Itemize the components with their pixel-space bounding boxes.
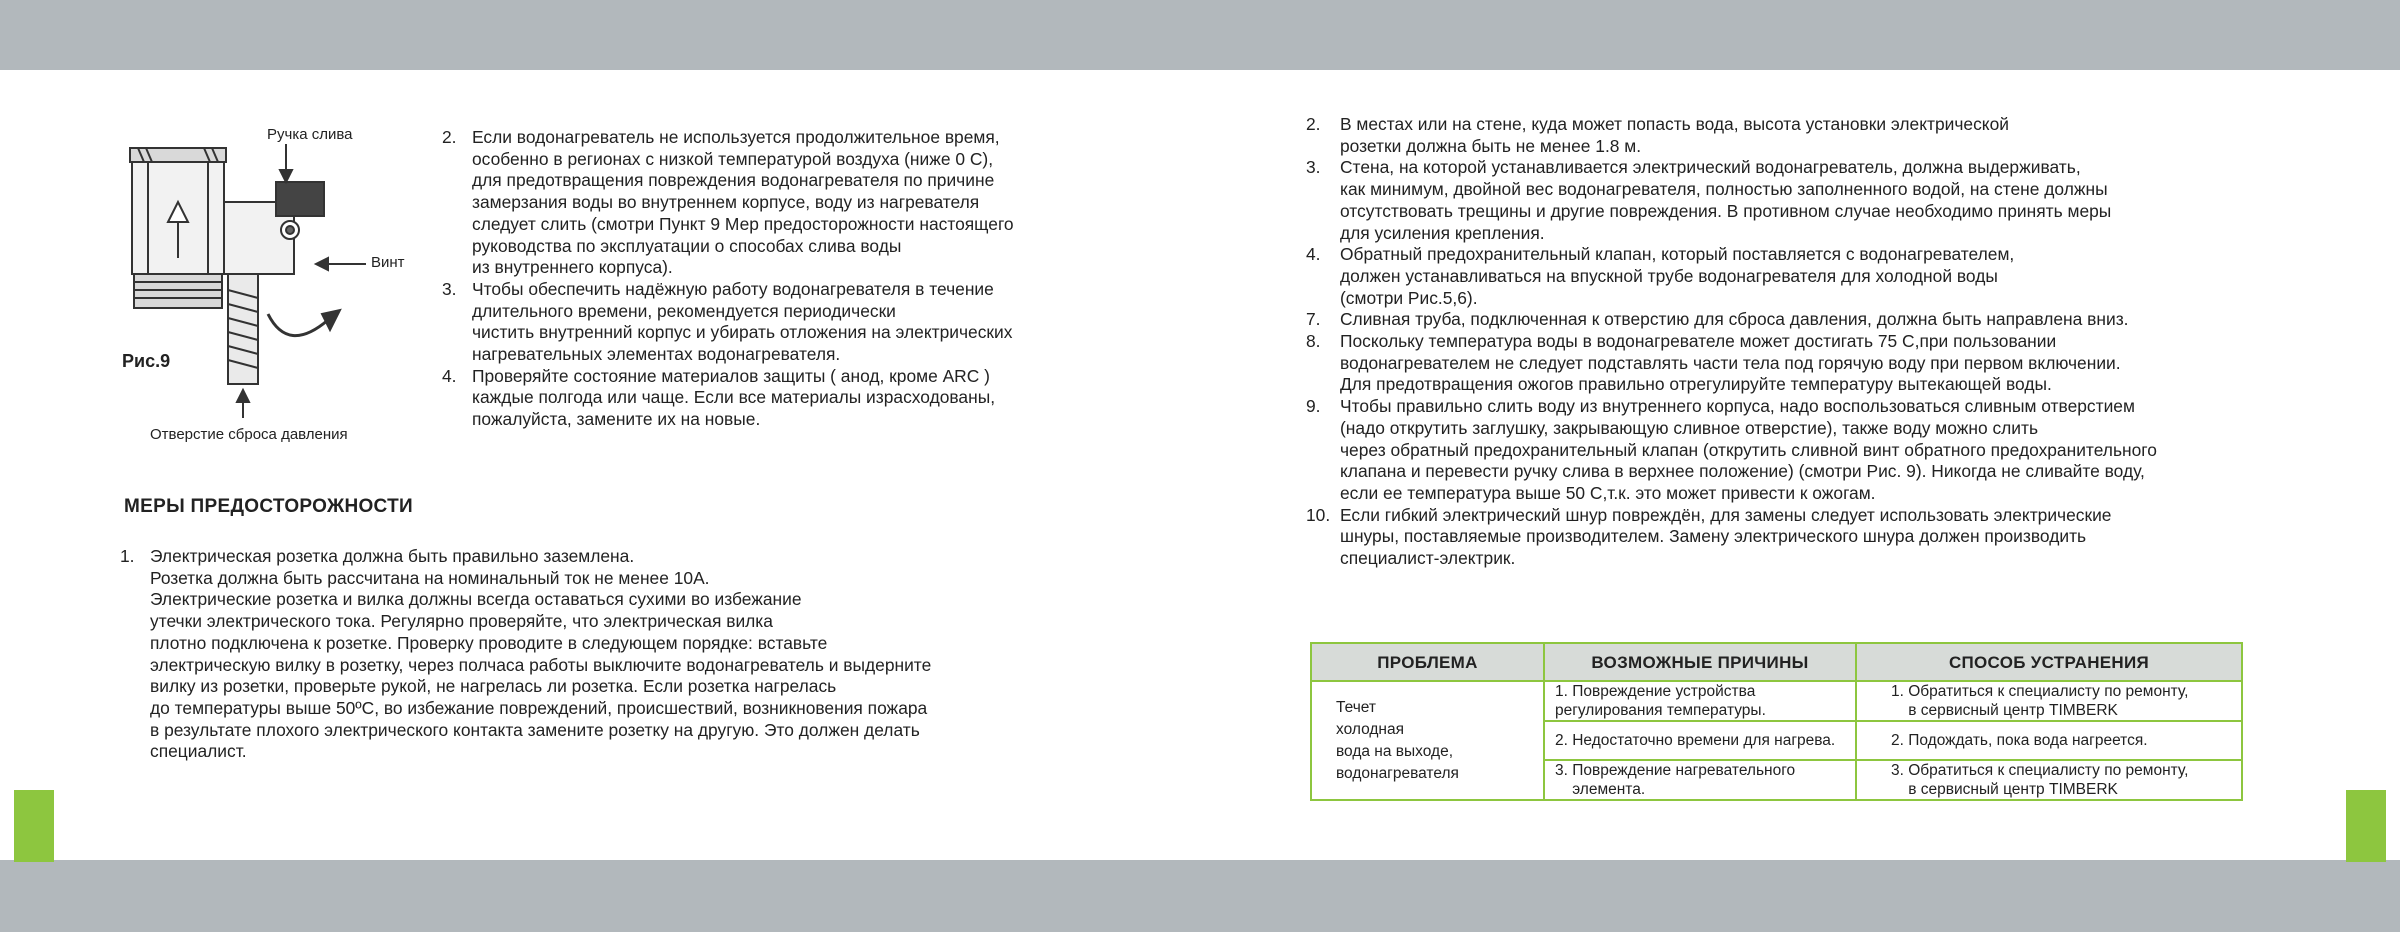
item-line: (смотри Рис.5,6). [1340, 287, 1478, 308]
cell-line: 3. Обратиться к специалисту по ремонту, [1891, 762, 2189, 779]
item-line: специалист-электрик. [1340, 548, 1516, 569]
cause-cell [1544, 721, 1856, 760]
item-line: клапана и перевести ручку слива в верхнее положение) (смотри Рис. 9). Никогда не сливайте воду, [1340, 461, 2145, 482]
right-page-tab [2346, 790, 2386, 862]
item-number: 8. [1306, 331, 1321, 352]
list-item [1306, 505, 2157, 570]
top-band [0, 0, 2400, 70]
item-number: 9. [1306, 396, 1321, 417]
item-line: в результате плохого электрического контакта замените розетку на другую. Это должен делать [150, 719, 920, 740]
item-line: длительного времени, рекомендуется периодически [472, 300, 896, 321]
figure-caption: Рис.9 [122, 351, 171, 371]
list-item [442, 366, 1014, 431]
item-line: если ее температура выше 50 С,т.к. это может привести к ожогам. [1340, 482, 1876, 503]
item-line: (надо открутить заглушку, закрывающую сливное отверстие), также воду можно слить [1340, 417, 2039, 438]
item-line: Сливная труба, подключенная к отверстию для сброса давления, должна быть направлена вниз. [1340, 309, 2129, 330]
maintenance-list [442, 127, 1014, 431]
item-line: электрическую вилку в розетку, через полчаса работы выключите водонагреватель и выдерните [150, 654, 932, 675]
item-line: как минимум, двойной вес водонагревателя, полностью заполненного водой, на стене должны [1340, 179, 2108, 200]
bottom-band [0, 860, 2400, 932]
list-item [1306, 331, 2157, 396]
header-solution: СПОСОБ УСТРАНЕНИЯ [1856, 643, 2242, 681]
list-item [1306, 396, 2157, 505]
item-line: для усиления крепления. [1340, 222, 1545, 243]
left-page-tab [14, 790, 54, 862]
cell-line: холодная [1336, 720, 1404, 738]
precautions-heading: МЕРЫ ПРЕДОСТОРОЖНОСТИ [124, 496, 413, 517]
item-number: 1. [120, 546, 135, 566]
item-line: Если водонагреватель не используется продолжительное время, [472, 127, 1000, 147]
cell-line: в сервисный центр TIMBERK [1891, 702, 2118, 719]
header-problem: ПРОБЛЕМА [1311, 643, 1544, 681]
cell-line: регулирования температуры. [1555, 702, 1766, 719]
cell-line: элемента. [1555, 781, 1646, 798]
list-item [442, 279, 1014, 366]
item-line: вилку из розетки, проверьте рукой, не нагрелась ли розетка. Если розетка нагрелась [150, 676, 837, 697]
item-line: для предотвращения повреждения водонагревателя по причине [472, 170, 995, 191]
precautions-list [120, 546, 931, 763]
item-line: чистить внутренний корпус и убирать отложения на электрических [472, 322, 1013, 343]
item-number: 2. [1306, 114, 1321, 134]
item-number: 10. [1306, 504, 1331, 525]
item-line: замерзания воды во внутреннем корпусе, воду из нагревателя [472, 192, 980, 213]
table-header-row [1311, 643, 2242, 681]
cell-line: вода на выходе, [1336, 742, 1453, 760]
item-line: руководства по эксплуатации о способах слива воды [472, 235, 902, 256]
item-line: Если гибкий электрический шнур повреждён, для замены следует использовать электрические [1340, 504, 2112, 525]
list-item [120, 546, 931, 763]
item-line: утечки электрического тока. Регулярно проверяйте, что электрическая вилка [150, 611, 773, 632]
item-line: Чтобы обеспечить надёжную работу водонагревателя в течение [472, 278, 994, 299]
cell-line: 3. Повреждение нагревательного [1555, 762, 1796, 779]
list-item [1306, 309, 2157, 331]
item-line: нагревательных элементах водонагревателя. [472, 344, 841, 365]
item-line: розетки должна быть не менее 1.8 м. [1340, 135, 1642, 156]
list-item [442, 127, 1014, 279]
item-line: каждые полгода или чаще. Если все материалы израсходованы, [472, 387, 996, 408]
item-line: Электрическая розетка должна быть правильно заземлена. [150, 546, 635, 566]
item-line: до температуры выше 50ºС, во избежание повреждений, происшествий, возникновения пожара [150, 697, 928, 718]
cell-line: Течет [1336, 698, 1376, 716]
table-row [1311, 681, 2242, 721]
item-number: 3. [442, 278, 457, 299]
item-number: 4. [1306, 244, 1321, 265]
cell-line: 2. Подождать, пока вода нагреется. [1891, 732, 2148, 749]
fix-cell [1856, 760, 2242, 800]
cell-line: в сервисный центр TIMBERK [1891, 781, 2118, 798]
handle-label: Ручка слива [267, 126, 353, 143]
problem-cell [1311, 681, 1544, 800]
drain-handle [276, 182, 324, 216]
item-line: пожалуйста, замените их на новые. [472, 409, 761, 430]
item-line: специалист. [150, 741, 247, 762]
item-line: Электрические розетка и вилка должны всегда оставаться сухими во избежание [150, 589, 802, 610]
item-line: особенно в регионах с низкой температурой воздуха (ниже 0 С), [472, 148, 994, 169]
item-line: из внутреннего корпуса). [472, 257, 673, 278]
item-line: Стена, на которой устанавливается электрический водонагреватель, должна выдерживать, [1340, 157, 2081, 178]
drain-valve-figure [118, 118, 418, 428]
item-line: через обратный предохранительный клапан (открутить сливной винт обратного предохранительного [1340, 439, 2157, 460]
precautions-list-continued [1306, 114, 2157, 570]
item-number: 7. [1306, 309, 1321, 330]
top-thread [130, 148, 226, 162]
item-line: Поскольку температура воды в водонагревателе может достигать 75 С,при пользовании [1340, 331, 2057, 352]
list-item [1306, 157, 2157, 244]
item-number: 4. [442, 365, 457, 386]
header-causes: ВОЗМОЖНЫЕ ПРИЧИНЫ [1544, 643, 1856, 681]
list-item [1306, 244, 2157, 309]
item-line: Проверяйте состояние материалов защиты ( анод, кроме ARC ) [472, 365, 990, 386]
cell-line: 1. Обратиться к специалисту по ремонту, [1891, 683, 2189, 700]
troubleshooting-table [1310, 642, 2243, 801]
item-line: отсутствовать трещины и другие повреждения. В противном случае необходимо принять меры [1340, 200, 2112, 221]
item-line: следует слить (смотри Пункт 9 Мер предосторожности настоящего [472, 213, 1014, 234]
list-item [1306, 114, 2157, 157]
fix-cell [1856, 681, 2242, 721]
item-line: шнуры, поставляемые производителем. Замену электрического шнура должен производить [1340, 526, 2087, 547]
item-number: 2. [442, 127, 457, 147]
item-line: плотно подключена к розетке. Проверку проводите в следующем порядке: вставьте [150, 632, 828, 653]
cause-cell [1544, 681, 1856, 721]
cause-cell [1544, 760, 1856, 800]
cell-line: 2. Недостаточно времени для нагрева. [1555, 732, 1836, 749]
screw-label: Винт [371, 254, 405, 271]
pressure-outlet-label: Отверстие сброса давления [150, 426, 348, 443]
item-line: Чтобы правильно слить воду из внутреннего корпуса, надо воспользоваться сливным отверстием [1340, 396, 2135, 417]
item-line: Обратный предохранительный клапан, который поставляется с водонагревателем, [1340, 244, 2015, 265]
cell-line: водонагревателя [1336, 764, 1459, 782]
item-line: водонагревателем не следует подставлять части тела под горячую воду при первом включении. [1340, 352, 2121, 373]
item-line: Для предотвращения ожогов правильно отрегулируйте температуру вытекающей воды. [1340, 374, 2052, 395]
item-line: В местах или на стене, куда может попасть вода, высота установки электрической [1340, 114, 2009, 134]
fix-cell [1856, 721, 2242, 760]
item-line: должен устанавливаться на впускной трубе водонагревателя для холодной воды [1340, 265, 1998, 286]
item-number: 3. [1306, 157, 1321, 178]
cell-line: 1. Повреждение устройства [1555, 683, 1756, 700]
item-line: Розетка должна быть рассчитана на номинальный ток не менее 10А. [150, 567, 710, 588]
